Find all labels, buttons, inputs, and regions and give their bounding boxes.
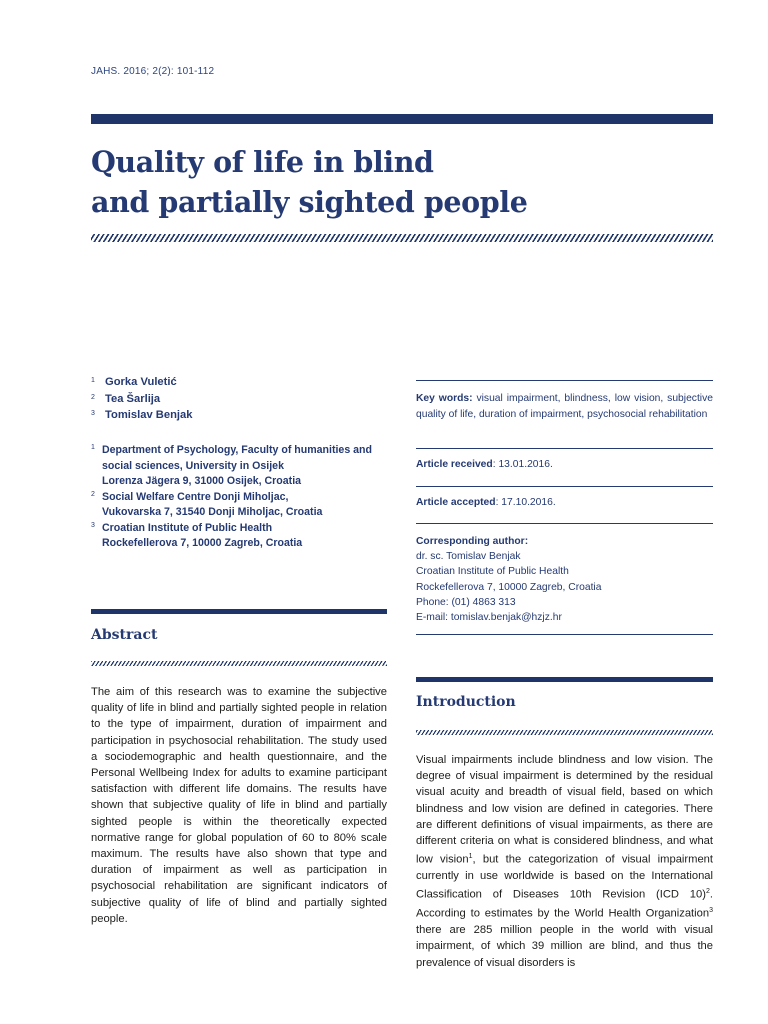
introduction-hatch-divider [416, 730, 713, 735]
journal-reference: JAHS. 2016; 2(2): 101-112 [91, 66, 215, 77]
corresponding-line: dr. sc. Tomislav Benjak [416, 551, 521, 563]
author-number: 3 [91, 410, 95, 417]
affiliation-line: Social Welfare Centre Donji Miholjac, [102, 490, 289, 503]
article-received: Article received: 13.01.2016. [416, 459, 553, 470]
author-name: Tomislav Benjak [105, 409, 193, 421]
affiliation-text [102, 521, 302, 552]
intro-text-part: Visual impairments include blindness and low vision. The degree of visual impairment is determined by the residual visual acuity and breadth of visual field, based on which blindness and low vision are defined in categories. There are different definitions of visual impairments, as there are different criteria on what is considered blindness, and what low vision [416, 754, 713, 866]
corresponding-line: Croatian Institute of Public Health [416, 566, 569, 578]
keywords-text: visual impairment, blindness, low vision, subjective quality of life, duration of impairment, psychosocial rehabilitation [416, 393, 713, 420]
affiliation-line: Department of Psychology, Faculty of humanities and [102, 444, 372, 456]
keywords-label: Key words: [416, 393, 473, 404]
author-item [91, 409, 391, 426]
corresponding-email: E-mail: tomislav.benjak@hzjz.hr [416, 612, 562, 624]
affiliation-text [102, 490, 322, 521]
corresponding-author: Corresponding author: dr. sc. Tomislav Benjak Croatian Institute of Public Health Rockefellerova 7, 10000 Zagreb, Croatia Phone: (01) 4863 313 E-mail: tomislav.benjak@hzjz.hr [416, 536, 602, 624]
divider-rule [416, 523, 713, 524]
accepted-date: 17.10.2016. [501, 497, 556, 508]
intro-text-part: there are 285 million people in the world with visual impairment, of which 39 million are blind, and thus the prevalence of visual disorders is [416, 924, 713, 969]
title-top-bar [91, 114, 713, 124]
corresponding-label: Corresponding author [416, 536, 525, 547]
citation-ref: 1 [468, 853, 473, 861]
affiliation-number: 2 [91, 490, 95, 498]
introduction-heading: Introduction [416, 694, 516, 710]
corresponding-line: Rockefellerova 7, 10000 Zagreb, Croatia [416, 581, 602, 593]
title-line-1: Quality of life in blind [91, 145, 434, 179]
title-line-2: and partially sighted people [91, 185, 528, 219]
keywords [416, 391, 713, 422]
abstract-heading: Abstract [91, 627, 158, 643]
affiliation-number: 1 [91, 444, 95, 451]
divider-rule [416, 448, 713, 449]
article-title [91, 142, 713, 222]
abstract-top-bar [91, 609, 387, 614]
title-hatch-divider [91, 234, 713, 242]
divider-rule [416, 634, 713, 635]
affiliation-line: social sciences, University in Osijek [102, 459, 284, 472]
divider-rule [416, 486, 713, 487]
author-name: Gorka Vuletić [105, 376, 177, 388]
intro-text-part: , but the categorization of visual impairment currently in use worldwide is based on the International Classification of Diseases 10th Revision (ICD 10) [416, 853, 714, 902]
affiliation-item [91, 490, 387, 521]
affiliation-line: Vukovarska 7, 31540 Donji Miholjac, Croatia [102, 506, 323, 518]
affiliation-line: Croatian Institute of Public Health [102, 521, 273, 534]
affiliation-item [91, 521, 387, 552]
accepted-label: Article accepted [416, 497, 496, 508]
author-number: 1 [91, 377, 95, 384]
intro-text-part: . According to estimates by the World Health Organization [416, 889, 713, 921]
affiliation-list [91, 443, 387, 552]
divider-rule [416, 380, 713, 381]
citation-ref: 2 [705, 888, 710, 896]
abstract-body: The aim of this research was to examine the subjective quality of life in blind and partially sighted people in relation to the type of impairment, duration of impairment and participation in psychosocial rehabilitation. The study used a sociodemographic and health questionnaire, and the Personal Wellbeing Index for adults to examine participant satisfaction with different life domains. The results have shown that subjective quality of life in blind and partially sighted people is within the theoretically expected normative range for global population of 60 to 80% scale maximum. The results have also shown that type and duration of impairment as well as participation in psychosocial rehabilitation are significant indicators of subjective quality of life of blind and partially sighted people. [91, 686, 387, 925]
article-accepted: Article accepted: 17.10.2016. [416, 497, 556, 508]
author-item [91, 376, 391, 393]
affiliation-item [91, 443, 387, 490]
author-list [91, 376, 391, 426]
affiliation-number: 3 [91, 521, 95, 529]
author-item [91, 393, 391, 410]
affiliation-text [102, 443, 372, 490]
introduction-top-bar [416, 677, 713, 682]
abstract-hatch-divider [91, 661, 387, 666]
affiliation-line: Rockefellerova 7, 10000 Zagreb, Croatia [102, 537, 303, 549]
citation-ref: 3 [709, 907, 713, 915]
received-label: Article received [416, 459, 493, 470]
received-date: 13.01.2016. [498, 459, 553, 470]
affiliation-line: Lorenza Jägera 9, 31000 Osijek, Croatia [102, 475, 302, 487]
author-number: 2 [91, 393, 95, 401]
introduction-body [416, 752, 713, 971]
author-name: Tea Šarlija [105, 392, 161, 405]
corresponding-line: Phone: (01) 4863 313 [416, 596, 516, 608]
